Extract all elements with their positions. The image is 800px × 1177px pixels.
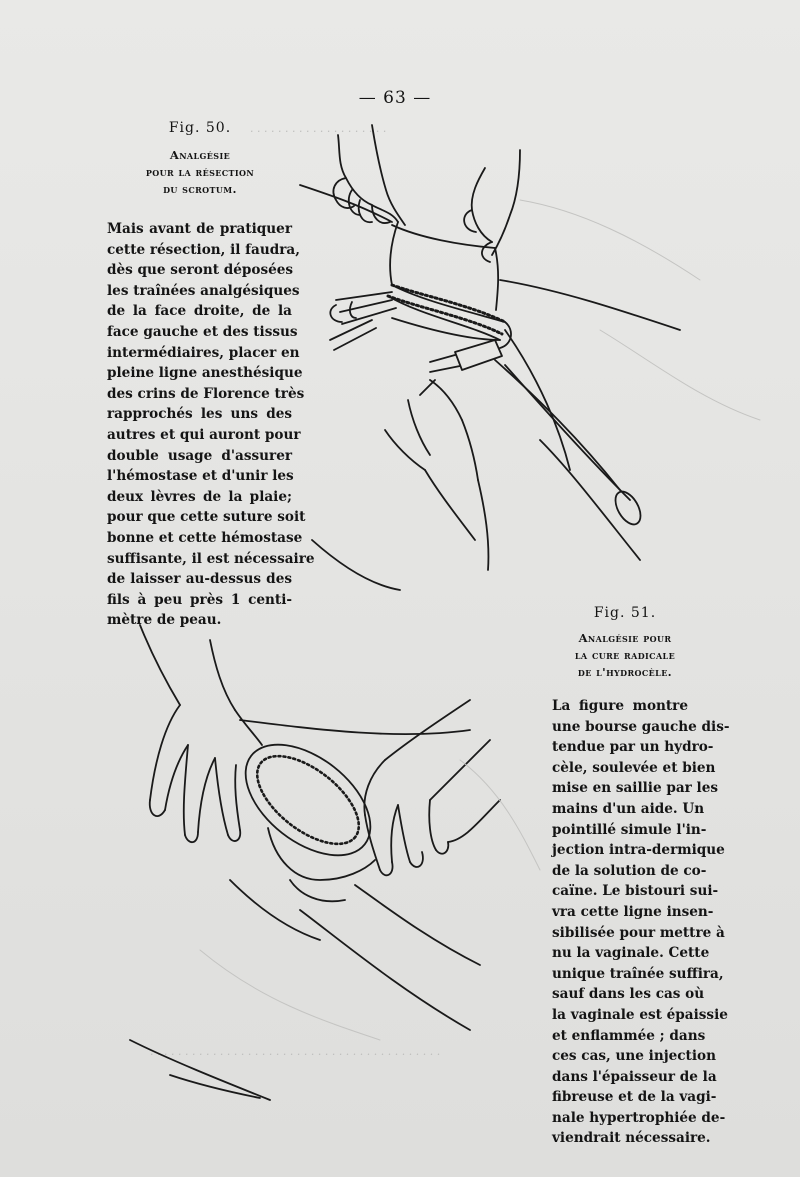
fig51-text-line: pointillé simule l'in- — [552, 821, 707, 838]
fig50-text-line: de laisser au-dessus des — [107, 571, 292, 588]
fig51-text-line: nale hypertrophiée de- — [552, 1109, 726, 1126]
show-through-text: . . . . . . . . . . . . . . . . . . . . . . . . . . . . . . . . . . . . . . . . . . — [150, 1045, 441, 1058]
fig51-text-line: mains d'un aide. Un — [552, 800, 705, 817]
fig50-text-line: dès que seront déposées — [107, 262, 294, 279]
fig50-text-line: intermédiaires, placer en — [107, 344, 300, 361]
fig50-text-line: suffisante, il est nécessaire — [107, 550, 315, 567]
fig51-subtitle-line: Analgésie pour — [578, 631, 672, 645]
fig50-title: Fig. 50. — [168, 120, 232, 136]
fig51-text-line: et enflammée ; dans — [552, 1027, 706, 1044]
fig50-text-line: pleine ligne anesthésique — [107, 365, 303, 382]
fig50-subtitle-line: Analgésie — [169, 148, 231, 162]
fig51-text-line: unique traînée suffira, — [552, 965, 724, 982]
fig51-text-line: tendue par un hydro- — [552, 739, 714, 756]
fig51-text-line: La figure montre — [552, 698, 688, 714]
fig50-text-line: autres et qui auront pour — [107, 426, 301, 443]
fig51-text-line: sauf dans les cas où — [552, 986, 705, 1003]
fig50-text-line: deux lèvres de la plaie; — [107, 488, 292, 505]
fig51-text-line: fibreuse et de la vagi- — [552, 1089, 717, 1106]
fig51-text-line: sibilisée pour mettre à — [552, 924, 725, 941]
fig51-title: Fig. 51. — [593, 605, 657, 621]
fig50-text-line: double usage d'assurer — [107, 447, 292, 464]
fig50-text-line: rapprochés les uns des — [107, 406, 292, 423]
fig51-text-line: ces cas, une injection — [552, 1048, 716, 1065]
fig51-text-line: de la solution de co- — [552, 862, 707, 879]
fig50-text-line: mètre de peau. — [107, 612, 222, 629]
fig51-text-line: dans l'épaisseur de la — [552, 1068, 717, 1085]
fig50-text-line: face gauche et des tissus — [107, 323, 298, 340]
fig50-text-line: l'hémostase et d'unir les — [107, 468, 294, 485]
fig50-subtitle-line: pour la résection — [145, 165, 255, 179]
fig50-text-line: bonne et cette hémostase — [107, 529, 303, 546]
fig51-text-line: viendrait nécessaire. — [552, 1130, 711, 1147]
fig50-subtitle-line: du scrotum. — [163, 182, 237, 196]
fig51-subtitle-line: de l'hydrocèle. — [577, 665, 673, 679]
fig51-subtitle-line: la cure radicale — [574, 648, 676, 662]
page-number: — 63 — — [358, 88, 432, 108]
fig51-text-line: la vaginale est épaissie — [552, 1006, 728, 1023]
fig51-text-line: cèle, soulevée et bien — [552, 759, 716, 776]
fig51-text-line: nu la vaginale. Cette — [552, 945, 710, 962]
fig50-text-line: des crins de Florence très — [107, 385, 305, 402]
fig50-text-line: fils à peu près 1 centi- — [107, 591, 292, 608]
fig51-text-line: une bourse gauche dis- — [552, 718, 730, 735]
fig51-text-line: mise en saillie par les — [552, 780, 719, 797]
fig51-text-line: caïne. Le bistouri sui- — [552, 883, 719, 900]
fig50-text-line: de la face droite, de la — [107, 303, 292, 320]
fig50-text-line: cette résection, il faudra, — [107, 241, 300, 258]
fig50-text-line: Mais avant de pratiquer — [107, 221, 292, 237]
fig50-text-line: pour que cette suture soit — [107, 509, 306, 526]
fig51-text-line: vra cette ligne insen- — [552, 903, 714, 920]
fig51-text-line: jection intra-dermique — [552, 842, 725, 859]
show-through-text: . . . . . . . . . . . . . . . . . . . . — [250, 122, 387, 135]
fig50-text-line: les traînées analgésiques — [107, 282, 300, 299]
